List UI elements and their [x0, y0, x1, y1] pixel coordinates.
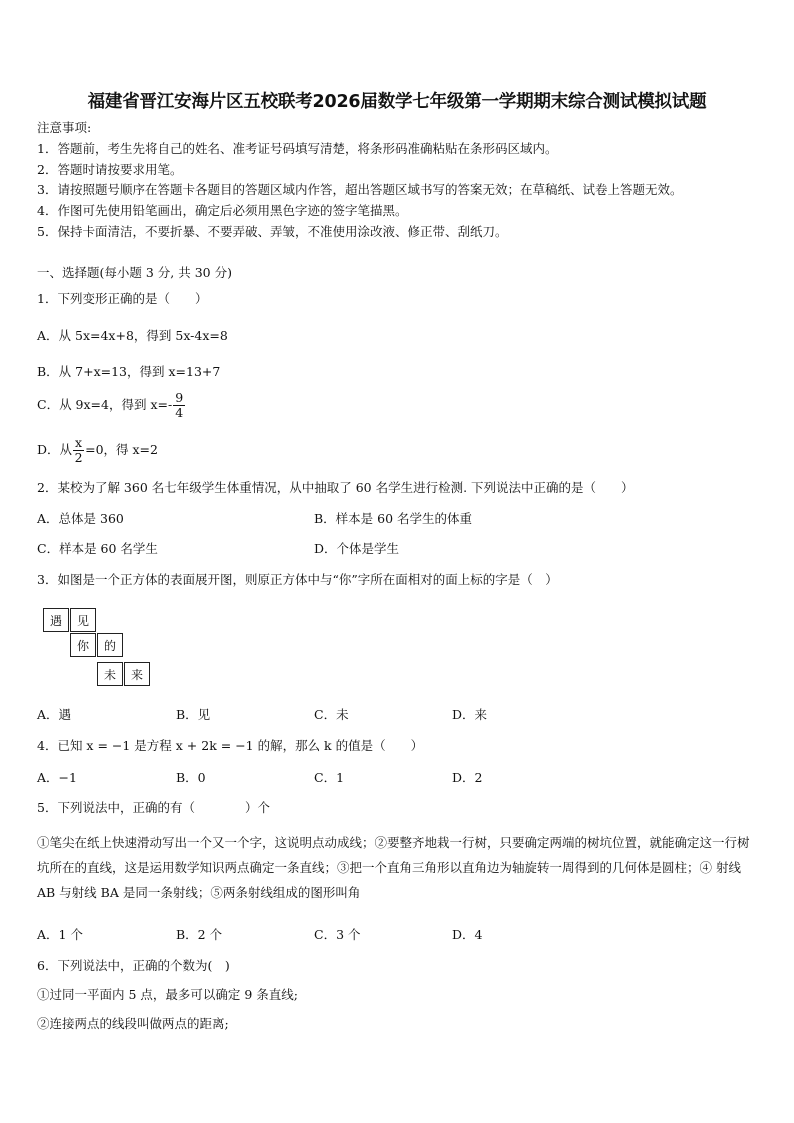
- question-1-option-b: B．从 7+x=13，得到 x=13+7: [37, 364, 221, 379]
- question-6-statement: ②连接两点的线段叫做两点的距离;: [37, 1016, 229, 1031]
- notice-item: 3．请按照题号顺序在答题卡各题目的答题区域内作答，超出答题区域书写的答案无效；在草稿纸、试卷上答题无效。: [37, 182, 683, 197]
- question-1-stem: 1．下列变形正确的是（ ）: [37, 291, 208, 306]
- question-2-stem: 2．某校为了解 360 名七年级学生体重情况，从中抽取了 60 名学生进行检测. 下列说法中正确的是（ ）: [37, 480, 634, 495]
- fraction-numerator: 9: [175, 390, 184, 405]
- section-heading: 一、选择题(每小题 3 分, 共 30 分): [37, 265, 232, 280]
- net-face: 遇: [43, 608, 69, 632]
- fraction: [73, 436, 84, 465]
- option-c-text: C．从 9x=4，得到 x=-: [37, 397, 173, 412]
- question-5-stem: 5．下列说法中，正确的有（ ）个: [37, 800, 270, 815]
- net-face: 你: [70, 633, 96, 657]
- notice-heading: 注意事项:: [37, 120, 92, 135]
- question-2-option-a: A．总体是 360: [37, 511, 124, 526]
- fraction-numerator: x: [75, 435, 83, 450]
- question-4-option-b: B．0: [176, 770, 206, 785]
- notice-item: 1．答题前，考生先将自己的姓名、准考证号码填写清楚，将条形码准确粘贴在条形码区域内。: [37, 141, 558, 156]
- question-4-option-d: D．2: [452, 770, 483, 785]
- option-d-text-end: =0，得 x=2: [85, 442, 158, 457]
- question-3-option-c: C．未: [314, 707, 349, 722]
- question-5-option-c: C．3 个: [314, 927, 361, 942]
- question-2-option-b: B．样本是 60 名学生的体重: [314, 511, 473, 526]
- question-4-option-a: A．−1: [37, 770, 77, 785]
- question-5-body: ①笔尖在纸上快速滑动写出一个又一个字，这说明点动成线；②要整齐地栽一行树，只要确定两端的树坑位置，就能确定这一行树坑所在的直线，这是运用数学知识两点确定一条直线；③把一个直角三角形以直角边为轴旋转一周得到的几何体是圆柱；④ 射线 AB 与射线 BA 是同一条射线；⑤两条射线组成的图形叫角: [37, 835, 750, 900]
- question-6-statement: ①过同一平面内 5 点，最多可以确定 9 条直线;: [37, 987, 299, 1002]
- net-face: 未: [97, 662, 123, 686]
- net-face: 见: [70, 608, 96, 632]
- notice-item: 4．作图可先使用铅笔画出，确定后必须用黑色字迹的签字笔描黑。: [37, 203, 408, 218]
- page-title: 福建省晋江安海片区五校联考2026届数学七年级第一学期期末综合测试模拟试题: [87, 92, 707, 112]
- fraction-denominator: 2: [74, 450, 83, 465]
- question-5-option-b: B．2 个: [176, 927, 223, 942]
- question-3-option-b: B．见: [176, 707, 211, 722]
- option-d-text: D．从: [37, 442, 73, 457]
- question-5-option-d: D．4: [452, 927, 483, 942]
- fraction-denominator: 4: [175, 405, 184, 420]
- question-1-option-a: A．从 5x=4x+8，得到 5x-4x=8: [37, 328, 228, 343]
- fraction: [173, 391, 185, 420]
- notice-item: 2．答题时请按要求用笔。: [37, 162, 183, 177]
- question-1-option-c: [37, 390, 186, 420]
- question-2-option-d: D．个体是学生: [314, 541, 400, 556]
- question-1-option-d: [37, 435, 158, 465]
- question-4-option-c: C．1: [314, 770, 345, 785]
- net-face: 来: [124, 662, 150, 686]
- question-3-stem: 3．如图是一个正方体的表面展开图，则原正方体中与“你”字所在面相对的面上标的字是（ ）: [37, 572, 558, 587]
- notice-item: 5．保持卡面清洁，不要折暴、不要弄破、弄皱，不准使用涂改液、修正带、刮纸刀。: [37, 224, 508, 239]
- question-4-stem: 4．已知 x = −1 是方程 x + 2k = −1 的解，那么 k 的值是（ ）: [37, 738, 424, 753]
- question-3-option-d: D．来: [452, 707, 488, 722]
- question-6-stem: 6．下列说法中，正确的个数为( ): [37, 958, 230, 973]
- net-face: 的: [97, 633, 123, 657]
- question-3-option-a: A．遇: [37, 707, 72, 722]
- question-5-option-a: A．1 个: [37, 927, 83, 942]
- question-2-option-c: C．样本是 60 名学生: [37, 541, 158, 556]
